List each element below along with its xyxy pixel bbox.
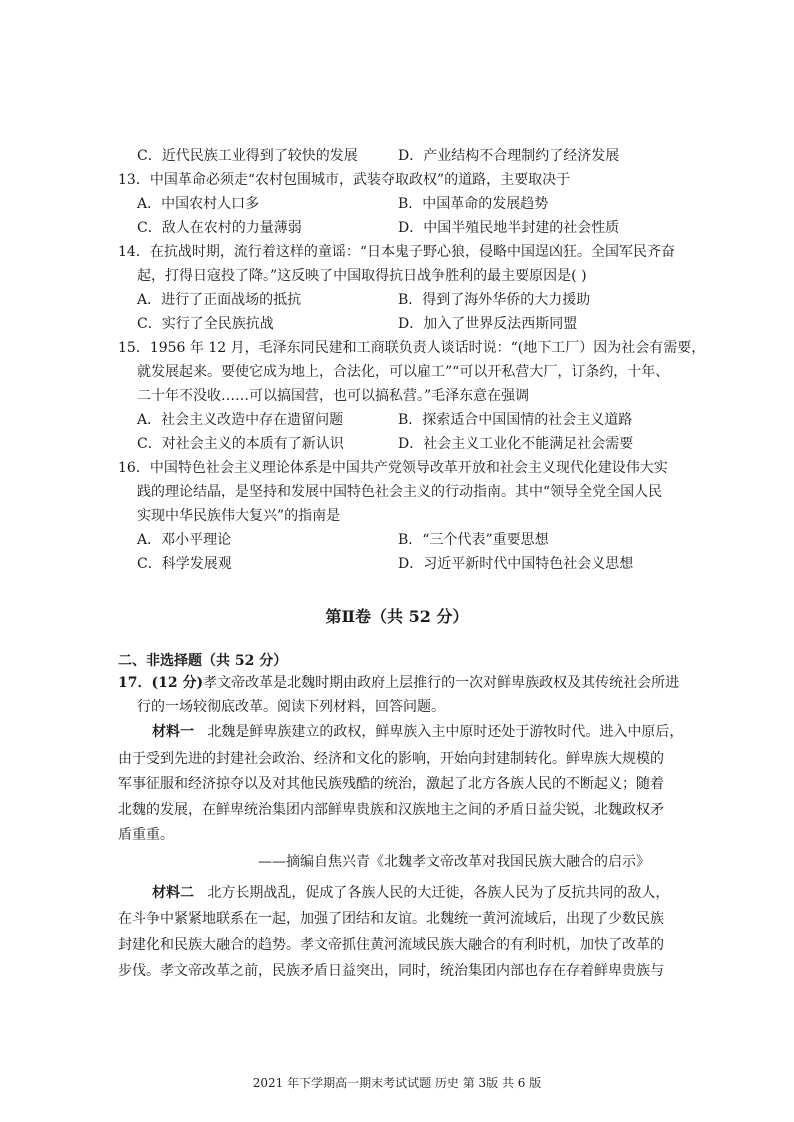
q15-option-a: A．社会主义改造中存在遗留问题: [137, 412, 344, 428]
material1-label: 材料一: [152, 724, 194, 740]
material2-line1: [152, 883, 669, 903]
q13-option-b: B．中国革命的发展趋势: [398, 196, 549, 212]
q12-option-d: D．产业结构不合理制约了经济发展: [398, 148, 620, 164]
q14-option-a: A．进行了正面战场的抵抗: [137, 292, 302, 308]
section-title: 第Ⅱ卷（共 52 分）: [325, 607, 469, 626]
q15-option-d: D．社会主义工业化不能满足社会需要: [398, 436, 634, 452]
material1-line2: 由于受到先进的封建社会政治、经济和文化的影响，开始向封建制转化。鲜卑族大规模的: [118, 751, 664, 767]
q16-option-a: A．邓小平理论: [137, 532, 232, 548]
material2-line4: 步伐。孝文帝改革之前，民族矛盾日益突出，同时，统治集团内部也存在存着鲜卑贵族与: [118, 963, 664, 979]
q14-option-c: C．实行了全民族抗战: [137, 316, 274, 332]
material2-label: 材料二: [152, 885, 194, 901]
q17-stem-line2: 行的一场较彻底改革。阅读下列材料，回答问题。: [137, 699, 445, 715]
material2-line3: 封建化和民族大融合的趋势。孝文帝抓住黄河流域民族大融合的有利时机，加快了改革的: [118, 937, 664, 953]
q16-stem-line2: 践的理论结晶，是坚持和发展中国特色社会主义的行动指南。其中“领导全党全国人民: [137, 484, 663, 500]
q12-option-c: C．近代民族工业得到了较快的发展: [137, 148, 358, 164]
material1-line4: 北魏的发展，在鲜卑统治集团内部鲜卑贵族和汉族地主之间的矛盾日益尖锐，北魏政权矛: [118, 802, 664, 818]
q13-option-d: D．中国半殖民地半封建的社会性质: [398, 220, 620, 236]
material1-line3: 军事征服和经济掠夺以及对其他民族残酷的统治，激起了北方各族人民的不断起义；随着: [118, 776, 664, 792]
q16-option-c: C．科学发展观: [137, 556, 232, 572]
q17-stem-line1: [118, 673, 679, 693]
q15-stem-line2: 就发展起来。要使它成为地上，合法化，可以雇工”“可以开私营大厂，订条约，十年、: [137, 364, 670, 380]
q14-option-d: D．加入了世界反法西斯同盟: [398, 316, 578, 332]
q13-stem: 13．中国革命必须走“农村包围城市，武装夺取政权”的道路，主要取决于: [118, 172, 571, 188]
q16-stem-line1: 16．中国特色社会主义理论体系是中国共产党领导改革开放和社会主义现代化建设伟大实: [118, 460, 668, 476]
q14-stem-line1: 14．在抗战时期，流行着这样的童谣：“日本鬼子野心狼，侵略中国逞凶狂。全国军民齐奋: [118, 244, 675, 260]
q17-score: 17．(12 分): [118, 675, 204, 691]
section-heading: 二、非选择题（共 52 分）: [118, 653, 288, 669]
q16-option-d: D．习近平新时代中国特色社会义思想: [398, 556, 634, 572]
q14-stem-line2: 起，打得日寇投了降。”这反映了中国取得抗日战争胜利的最主要原因是( ): [137, 268, 587, 284]
q15-stem-line1: 15．1956 年 12 月，毛泽东同民建和工商联负责人谈话时说：“(地下工厂）因为社会有需要，: [118, 340, 706, 356]
q15-stem-line3: 二十年不没收……可以搞国营，也可以搞私营。”毛泽东意在强调: [137, 388, 530, 404]
q15-option-c: C．对社会主义的本质有了新认识: [137, 436, 344, 452]
q17-stem-text: 孝文帝改革是北魏时期由政府上层推行的一次对鲜卑族政权及其传统社会所进: [203, 675, 680, 691]
q13-option-a: A．中国农村人口多: [137, 196, 260, 212]
material2-text: 北方长期战乱，促成了各族人民的大迁徙，各族人民为了反抗共同的敌人，: [207, 885, 670, 901]
material1-text: 北魏是鲜卑族建立的政权，鲜卑族入主中原时还处于游牧时代。进入中原后，: [207, 724, 684, 740]
q14-option-b: B．得到了海外华侨的大力援助: [398, 292, 591, 308]
material2-line2: 在斗争中紧紧地联系在一起，加强了团结和友谊。北魏统一黄河流域后，出现了少数民族: [118, 911, 664, 927]
q16-stem-line3: 实现中华民族伟大复兴”的指南是: [137, 508, 341, 524]
material1-line1: [152, 722, 683, 742]
material1-source: ——摘编自焦兴青《北魏孝文帝改革对我国民族大融合的启示》: [258, 854, 650, 870]
q16-option-b: B．“三个代表”重要思想: [398, 532, 549, 548]
q15-option-b: B．探索适合中国国情的社会主义道路: [398, 412, 633, 428]
page-footer: 2021 年下学期高一期末考试试题 历史 第 3版 共 6 版: [252, 1076, 542, 1090]
material1-line5: 盾重重。: [118, 827, 174, 843]
q13-option-c: C．敌人在农村的力量薄弱: [137, 220, 302, 236]
